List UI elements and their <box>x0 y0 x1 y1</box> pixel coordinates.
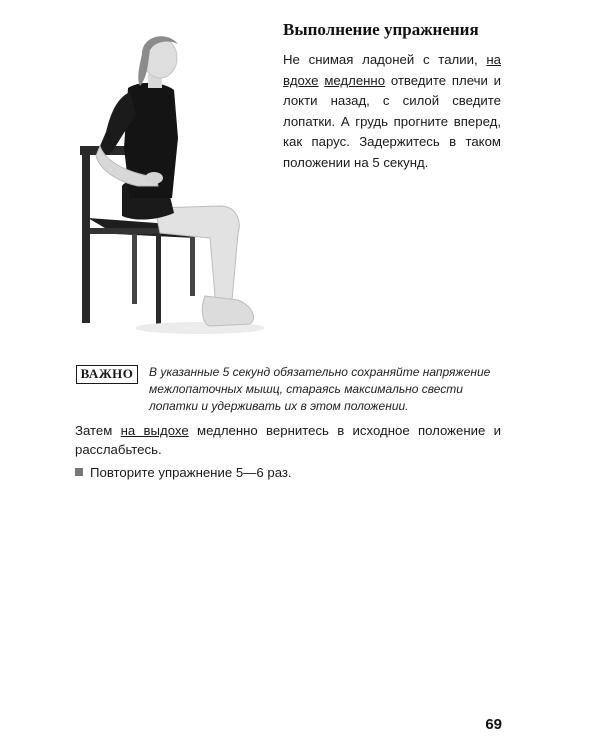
important-note-text: В указанные 5 секунд обязательно сохраняйте напряжение межлопаточных мышц, стараясь максимально свести лопатки и удерживать их в этом положении. <box>149 365 491 413</box>
return-lead: Затем <box>75 423 121 438</box>
repeat-bullet-text: Повторите упражнение 5—6 раз. <box>90 465 292 480</box>
repeat-bullet-item <box>75 463 495 482</box>
return-paragraph <box>75 421 501 459</box>
instruction-paragraph <box>283 50 501 173</box>
instruction-underlined-inhale: на вдохе <box>283 52 501 88</box>
instruction-rest: отведите плечи и локти назад, с силой сведите лопатки. А грудь прогните вперед, как парус. Задержитесь в таком положении на 5 секунд. <box>283 72 501 170</box>
return-rest: медленно вернитесь в исходное положение и расслабьтесь. <box>75 423 501 457</box>
return-underlined-exhale: на выдохе <box>120 423 189 438</box>
important-label: ВАЖНО <box>76 365 138 384</box>
section-title: Выполнение упражнения <box>283 20 479 39</box>
square-bullet-icon <box>75 468 83 476</box>
exercise-photo <box>60 28 275 338</box>
instruction-lead: Не снимая ладоней с талии, <box>283 52 487 67</box>
page-number: 69 <box>485 716 502 733</box>
instruction-underlined-slowly: медленно <box>324 72 386 88</box>
